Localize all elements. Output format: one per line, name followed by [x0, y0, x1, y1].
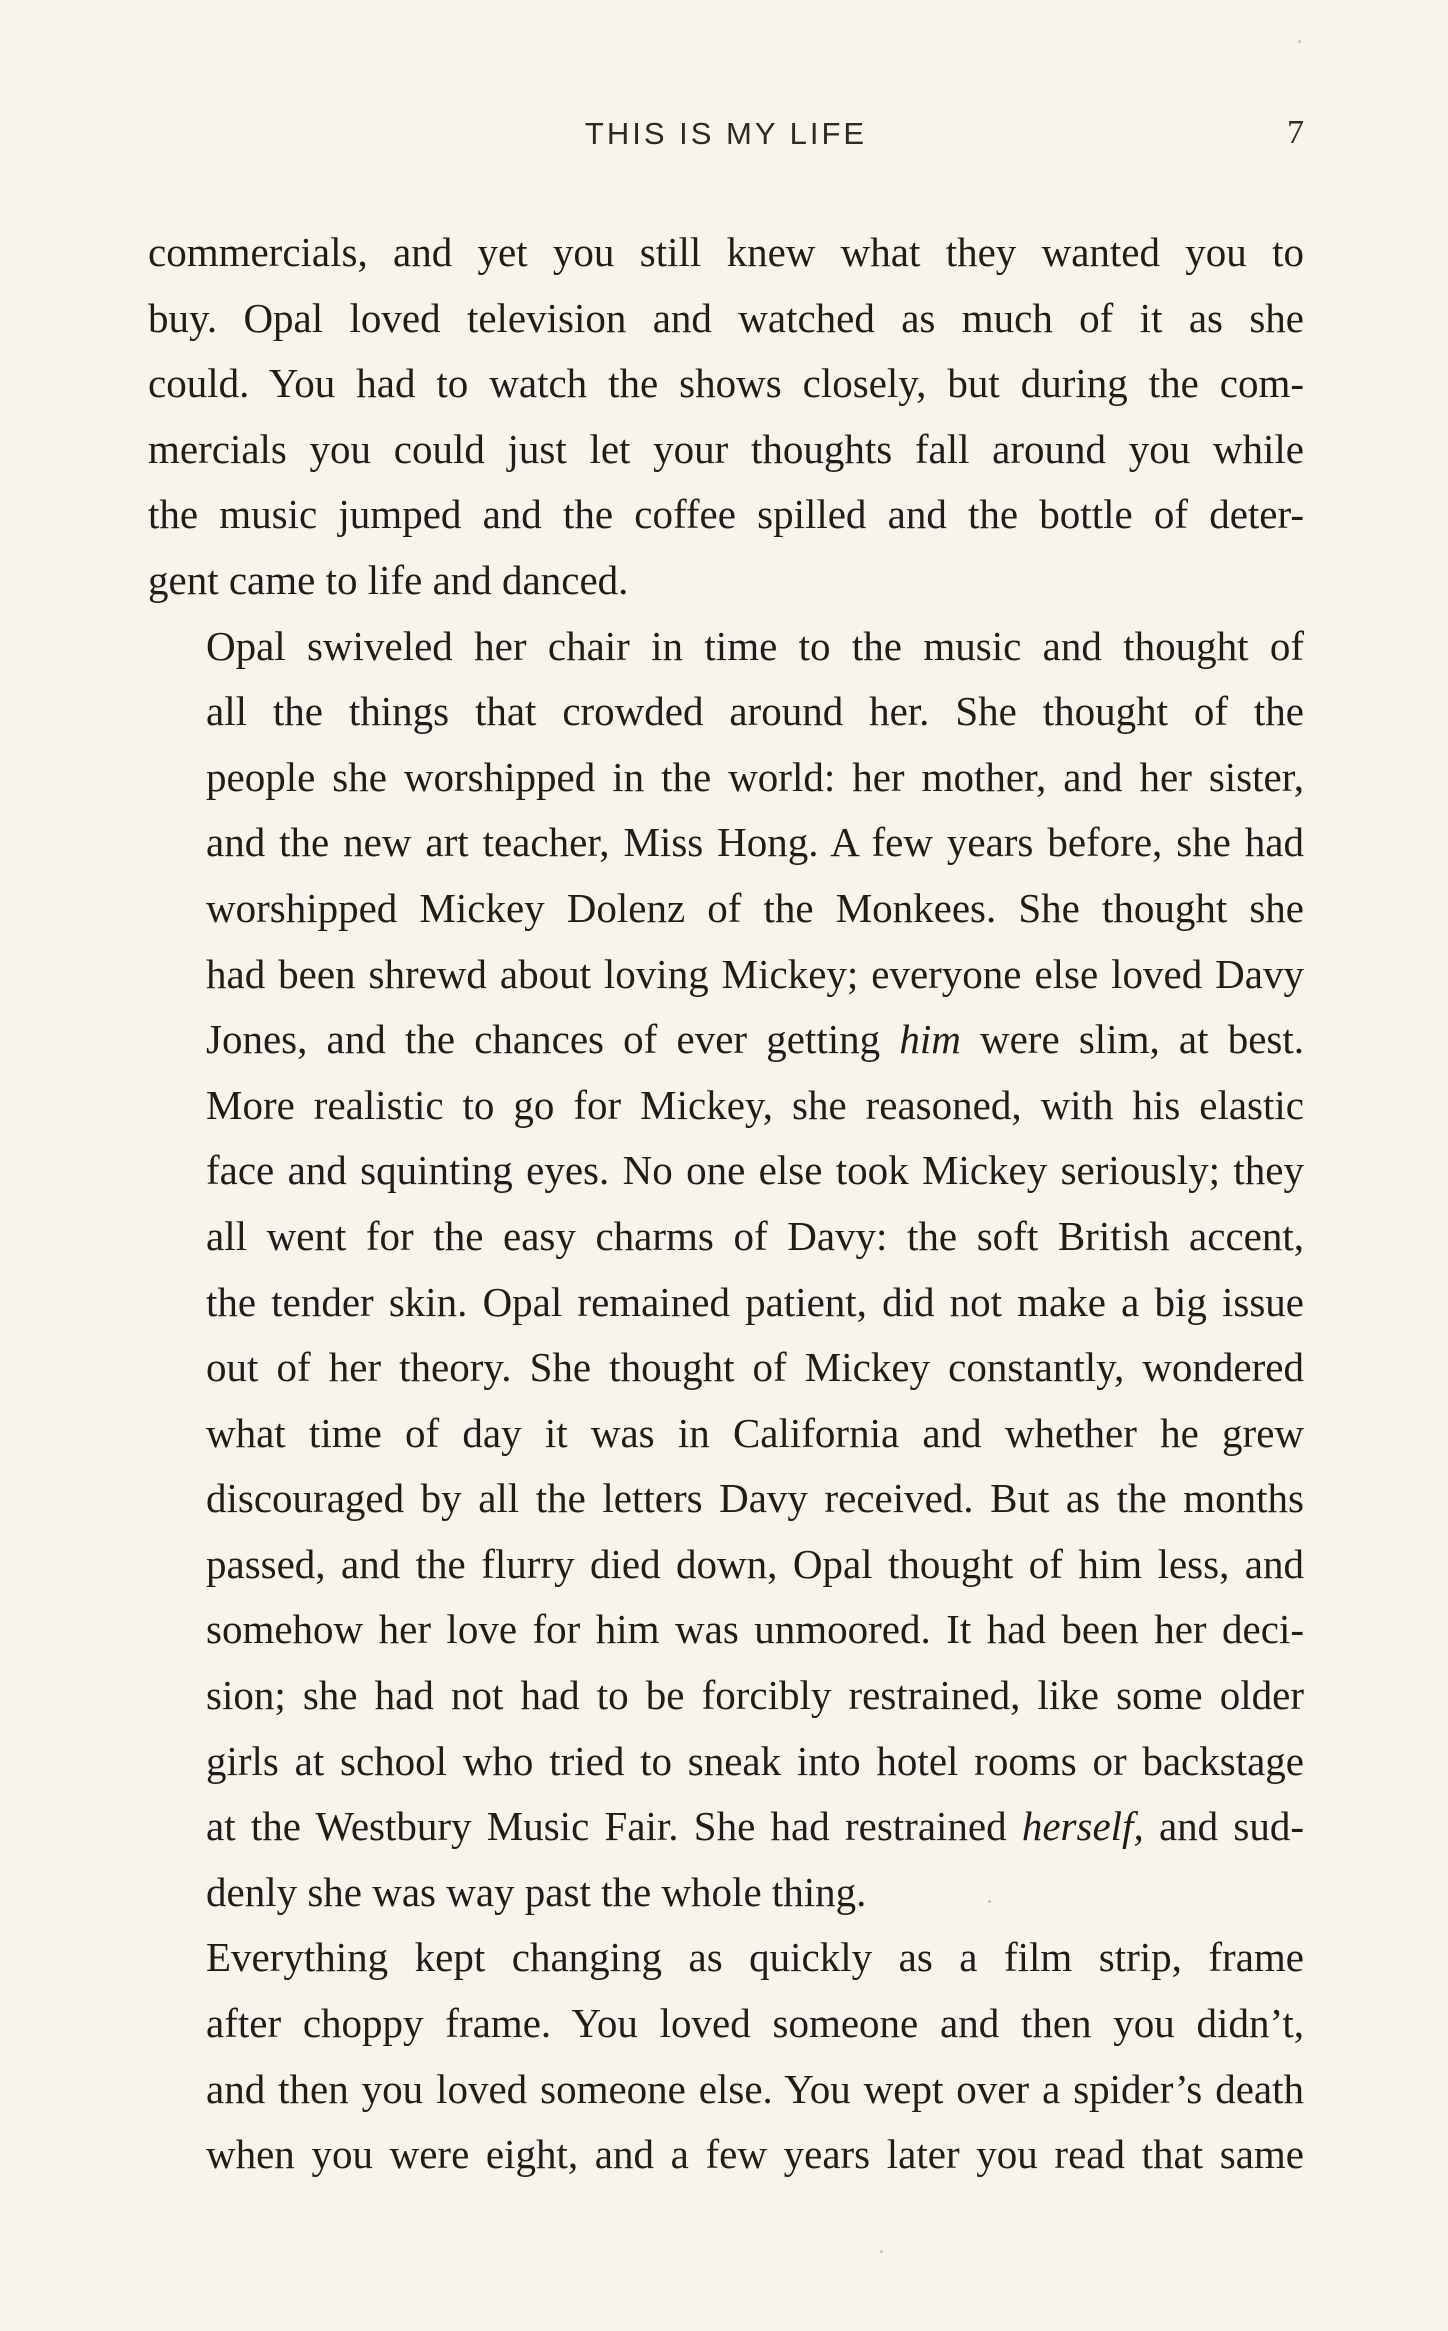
text-line: the tender skin. Opal remained patient, did not make a big issue: [206, 1278, 1304, 1325]
text-line: buy. Opal loved television and watched as much of it as she: [148, 294, 1304, 341]
text-line: worshipped Mickey Dolenz of the Monkees. She thought she: [206, 884, 1304, 931]
text-run: at the Westbury Music Fair. She had restrained: [206, 1803, 1022, 1850]
text-line: Opal swiveled her chair in time to the music and thought of: [206, 622, 1304, 669]
text-line: denly she was way past the whole thing.: [206, 1868, 867, 1915]
paragraph-1: [148, 220, 1304, 614]
text-line: and then you loved someone else. You wept over a spider’s death: [206, 2065, 1304, 2112]
text-line: girls at school who tried to sneak into hotel rooms or backstage: [206, 1737, 1304, 1784]
text-line: all went for the easy charms of Davy: the soft British accent,: [206, 1212, 1304, 1259]
paper-speck: [880, 2250, 883, 2253]
text-line: passed, and the flurry died down, Opal thought of him less, and: [206, 1540, 1304, 1587]
paragraph-2: [148, 614, 1304, 1926]
text-line: after choppy frame. You loved someone and then you didn’t,: [206, 2000, 1304, 2047]
text-line: somehow her love for him was unmoored. It had been her deci-: [206, 1606, 1304, 1653]
running-title: THIS IS MY LIFE: [584, 116, 868, 151]
text-line: discouraged by all the letters Davy received. But as the months: [206, 1475, 1304, 1522]
paper-speck: [988, 1900, 991, 1903]
text-line: [148, 1007, 1304, 1073]
body-text: [148, 220, 1304, 2188]
text-line: all the things that crowded around her. She thought of the: [206, 688, 1304, 735]
text-line: Everything kept changing as quickly as a film strip, frame: [206, 1934, 1304, 1981]
page-number: 7: [1287, 114, 1304, 151]
italic-run: herself,: [1021, 1803, 1144, 1850]
text-line: [148, 1794, 1304, 1860]
text-line: and the new art teacher, Miss Hong. A few years before, she had: [206, 819, 1304, 866]
text-line: when you were eight, and a few years later you read that same: [206, 2131, 1304, 2178]
text-run: and sud-: [1143, 1803, 1304, 1850]
text-run: Jones, and the chances of ever getting: [206, 1016, 900, 1063]
text-line: gent came to life and danced.: [148, 556, 629, 603]
italic-run: him: [899, 1016, 961, 1063]
text-line: people she worshipped in the world: her mother, and her sister,: [206, 753, 1304, 800]
text-line: sion; she had not had to be forcibly restrained, like some older: [206, 1672, 1304, 1719]
text-line: More realistic to go for Mickey, she reasoned, with his elastic: [206, 1081, 1304, 1128]
text-line: could. You had to watch the shows closely, but during the com-: [148, 360, 1304, 407]
running-header: [148, 112, 1304, 160]
text-line: what time of day it was in California and whether he grew: [206, 1409, 1304, 1456]
text-line: out of her theory. She thought of Mickey constantly, wondered: [206, 1344, 1304, 1391]
text-line: the music jumped and the coffee spilled and the bottle of deter-: [148, 491, 1304, 538]
text-run: were slim, at best.: [960, 1016, 1304, 1063]
text-line: had been shrewd about loving Mickey; everyone else loved Davy: [206, 950, 1304, 997]
text-line: mercials you could just let your thoughts fall around you while: [148, 425, 1304, 472]
text-line: commercials, and yet you still knew what they wanted you to: [148, 229, 1304, 275]
text-line: face and squinting eyes. No one else took Mickey seriously; they: [206, 1147, 1304, 1194]
paper-speck: [1298, 40, 1301, 43]
paragraph-3: [148, 1925, 1304, 2187]
